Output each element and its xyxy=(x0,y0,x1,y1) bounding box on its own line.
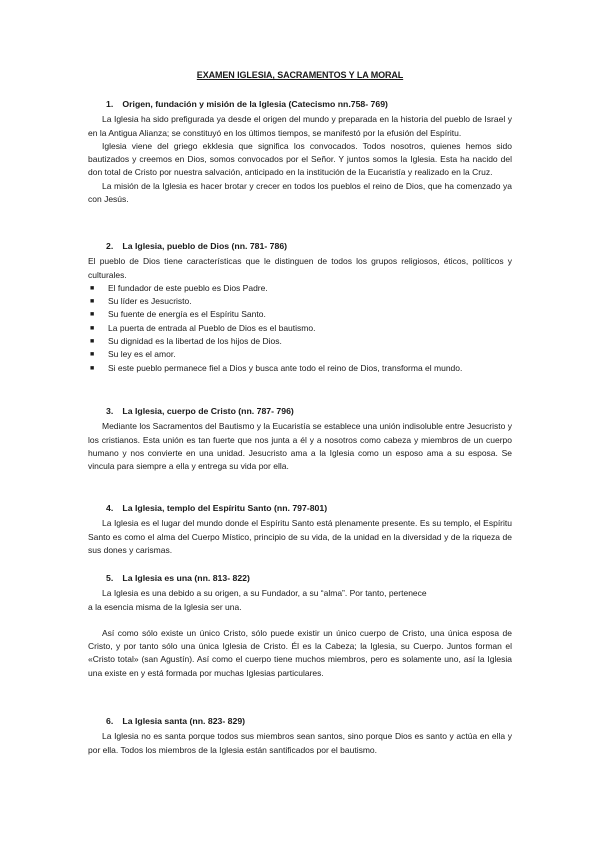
document-title: EXAMEN IGLESIA, SACRAMENTOS Y LA MORAL xyxy=(196,70,404,80)
bullet-icon: ■ xyxy=(90,298,95,306)
paragraph-line: a la esencia misma de la Iglesia ser una. xyxy=(88,601,242,612)
paragraph: La Iglesia no es santa porque todos sus miembros sean santos, sino porque Dios es santo y actúa en ella y por ella. Todos los miembros de la Iglesia están santificados por el bautismo. xyxy=(88,731,512,755)
list-item: ■ Su dignidad es la libertad de los hijos de Dios. xyxy=(88,335,512,348)
paragraph: La misión de la Iglesia es hacer brotar y crecer en todos los pueblos el reino de Dios, que ha comenzado ya con Jesús. xyxy=(88,180,512,205)
paragraph: Mediante los Sacramentos del Bautismo y la Eucaristía se establece una unión indisoluble entre Jesucristo y los cristianos. Esta unión es tan fuerte que nos junta a él y a nosotros como cabeza y miembros de un cuerpo humano y nos convierte en una unidad. Jesucristo ama a la Iglesia como un esposo ama a su esposa. Se vincula para siempre a ella y entrega su vida por ella. xyxy=(88,421,512,472)
list-item: ■ Su fuente de energía es el Espíritu Santo. xyxy=(88,308,512,321)
bullet-icon: ■ xyxy=(90,324,95,332)
section-heading: 3. La Iglesia, cuerpo de Cristo (nn. 787- 796) xyxy=(106,406,294,416)
section-6 xyxy=(88,715,512,757)
list-item: ■ El fundador de este pueblo es Dios Padre. xyxy=(88,282,512,295)
bullet-list xyxy=(88,282,512,375)
bullet-icon: ■ xyxy=(90,338,95,346)
list-item: ■ Su ley es el amor. xyxy=(88,348,512,361)
section-heading: 6. La Iglesia santa (nn. 823- 829) xyxy=(106,716,246,726)
paragraph: La Iglesia ha sido prefigurada ya desde el origen del mundo y preparada en la historia del pueblo de Israel y en la Antigua Alianza; se constituyó en los últimos tiempos, se manifestó por la efusión del Espíritu. xyxy=(88,114,512,138)
bullet-icon: ■ xyxy=(90,284,95,292)
section-5 xyxy=(88,572,512,680)
paragraph: La Iglesia es el lugar del mundo donde el Espíritu Santo está plenamente presente. Es su templo, el Espíritu Santo es como el alma del Cuerpo Místico, principio de su vida, de la unidad en la diversidad y de la riqueza de sus dones y carismas. xyxy=(88,518,512,555)
section-4 xyxy=(88,502,512,557)
list-item: ■ La puerta de entrada al Pueblo de Dios es el bautismo. xyxy=(88,322,512,335)
bullet-icon: ■ xyxy=(90,311,95,319)
list-item: ■ Si este pueblo permanece fiel a Dios y busca ante todo el reino de Dios, transforma el mundo. xyxy=(88,362,512,375)
section-3 xyxy=(88,405,512,473)
paragraph-line: La Iglesia es una debido a su origen, a su Fundador, a su “alma”. Por tanto, pertenece xyxy=(102,588,427,599)
section-heading: 1. Origen, fundación y misión de la Iglesia (Catecismo nn.758- 769) xyxy=(106,99,388,109)
section-heading: 2. La Iglesia, pueblo de Dios (nn. 781- 786) xyxy=(106,241,288,251)
bullet-icon: ■ xyxy=(90,364,95,372)
section-heading: 4. La Iglesia, templo del Espíritu Santo (nn. 797-801) xyxy=(106,503,328,513)
paragraph: Iglesia viene del griego ekklesia que significa los convocados. Todos nosotros, quienes hemos sido bautizados y creemos en Dios, somos convocados por el Señor. Y juntos somos la Iglesia. Esta ha nacido del don total de Cristo por nuestra salvación, anticipado en la institución de la Eucaristía y realizado en la Cruz. xyxy=(88,140,512,178)
section-2 xyxy=(88,240,512,375)
section-heading: 5. La Iglesia es una (nn. 813- 822) xyxy=(106,573,250,583)
list-item: ■ Su líder es Jesucristo. xyxy=(88,295,512,308)
paragraph: Así como sólo existe un único Cristo, sólo puede existir un único cuerpo de Cristo, una única esposa de Cristo, y por tanto sólo una única Iglesia de Cristo. Él es la Cabeza; la Iglesia, su Cuerpo. Juntos forman el «Cristo total» (san Agustín). Así como el cuerpo tiene muchos miembros, pero es solamente uno, así la Iglesia una existe en y está formada por muchas Iglesias particulares. xyxy=(88,627,512,678)
paragraph: El pueblo de Dios tiene características que le distinguen de todos los grupos religiosos, éticos, políticos y culturales. xyxy=(88,256,512,280)
section-1 xyxy=(88,98,512,206)
bullet-icon: ■ xyxy=(90,351,95,359)
